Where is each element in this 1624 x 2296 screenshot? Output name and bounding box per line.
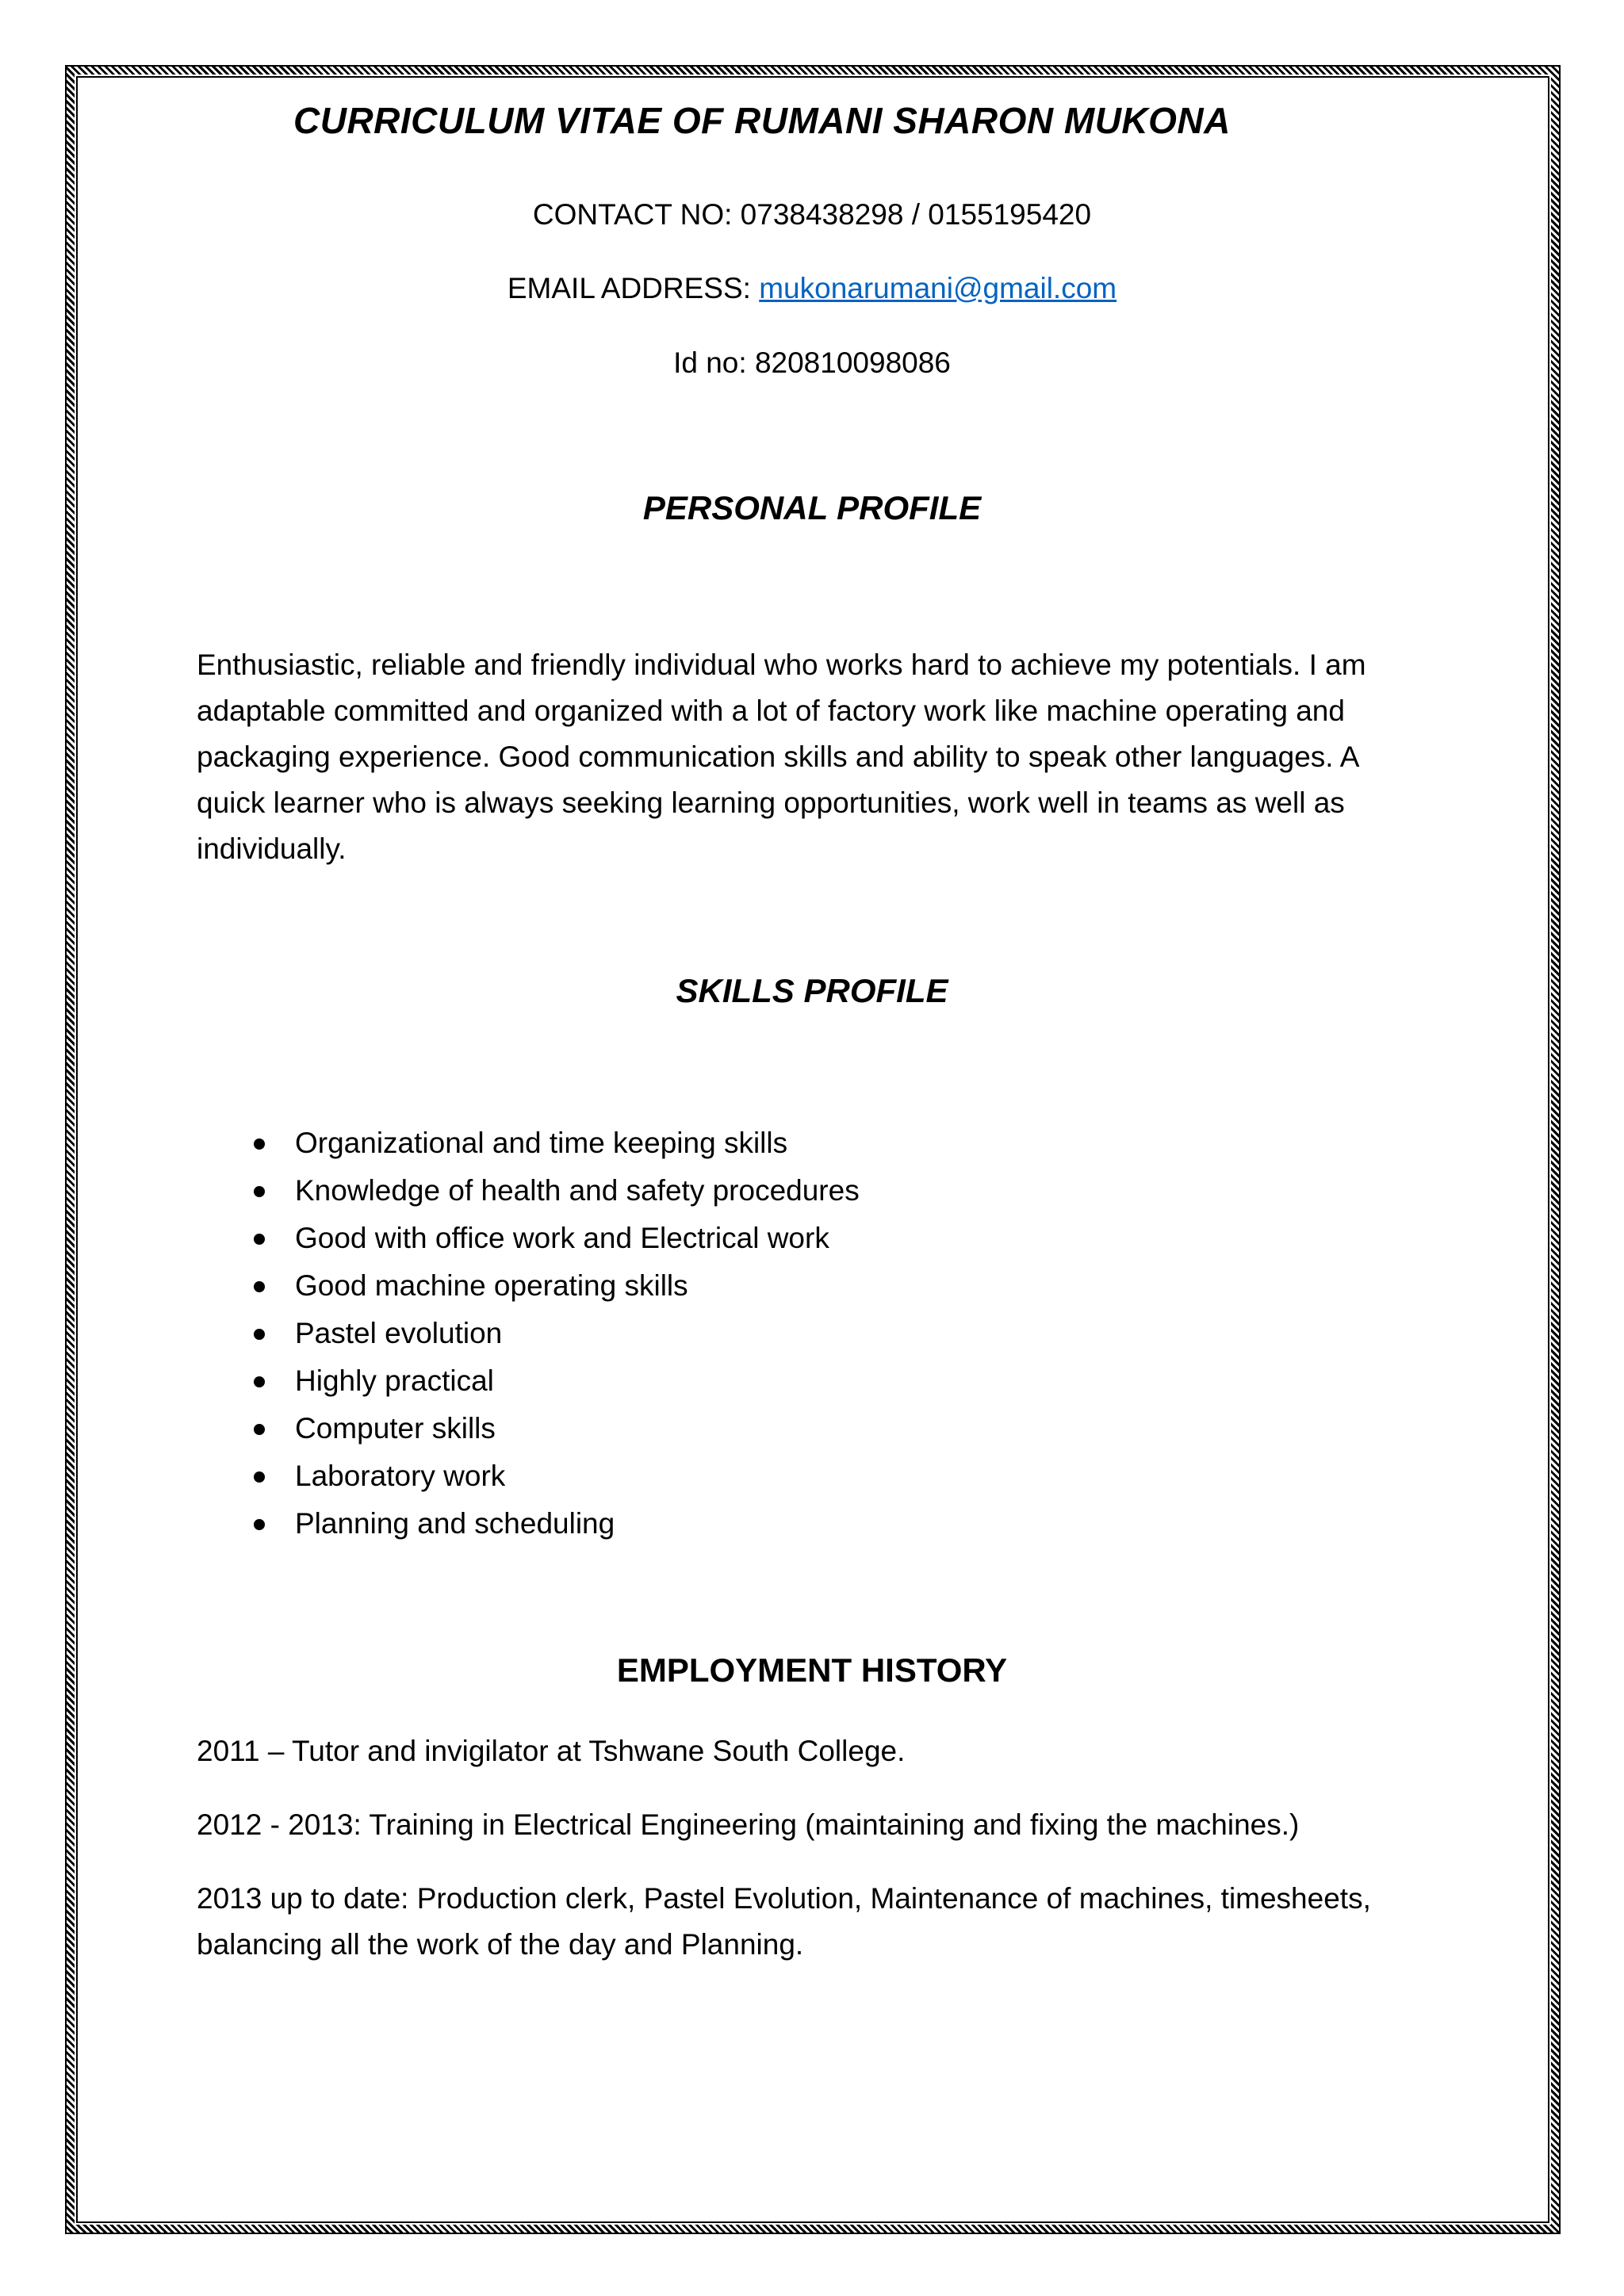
skill-label: Highly practical xyxy=(295,1364,494,1397)
document-title: CURRICULUM VITAE OF RUMANI SHARON MUKONA xyxy=(293,100,1231,141)
list-item xyxy=(197,1119,860,1167)
list-item xyxy=(197,1262,860,1310)
bullet-icon xyxy=(254,1376,265,1387)
email-label: EMAIL ADDRESS: xyxy=(507,272,760,304)
employment-entry: 2011 – Tutor and invigilator at Tshwane South College. xyxy=(197,1735,906,1767)
list-item xyxy=(197,1310,860,1357)
bullet-icon xyxy=(254,1234,265,1245)
bullet-icon xyxy=(254,1281,265,1292)
skill-label: Organizational and time keeping skills xyxy=(295,1127,788,1159)
skill-label: Laboratory work xyxy=(295,1460,506,1492)
skill-label: Good machine operating skills xyxy=(295,1269,688,1302)
employment-entry: 2012 - 2013: Training in Electrical Engineering (maintaining and fixing the machines.) xyxy=(197,1808,1300,1841)
list-item xyxy=(197,1167,860,1215)
list-item xyxy=(197,1452,860,1500)
skill-label: Pastel evolution xyxy=(295,1317,503,1349)
bullet-icon xyxy=(254,1186,265,1197)
skill-label: Good with office work and Electrical work xyxy=(295,1222,829,1254)
bullet-icon xyxy=(254,1138,265,1150)
bullet-icon xyxy=(254,1329,265,1340)
list-item xyxy=(197,1357,860,1405)
skills-profile-heading: SKILLS PROFILE xyxy=(676,972,948,1009)
personal-profile-heading: PERSONAL PROFILE xyxy=(642,489,982,526)
id-number: Id no: 820810098086 xyxy=(673,346,951,379)
skill-label: Knowledge of health and safety procedures xyxy=(295,1174,860,1207)
list-item xyxy=(197,1500,860,1548)
bullet-icon xyxy=(254,1424,265,1435)
list-item xyxy=(197,1405,860,1452)
skill-label: Computer skills xyxy=(295,1412,496,1445)
bullet-icon xyxy=(254,1471,265,1483)
personal-profile-text: Enthusiastic, reliable and friendly individual who works hard to achieve my potentials. I am adaptable committed and organized with a lot of factory work like machine operating and packaging experience. Good communication skills and ability to speak other languages. A quick learner who is always seeking learning opportunities, work well in teams as well as individually. xyxy=(197,649,1366,865)
skills-list xyxy=(197,1119,860,1548)
email-link[interactable]: mukonarumani@gmail.com xyxy=(759,272,1117,304)
email-line xyxy=(0,272,1624,305)
list-item xyxy=(197,1215,860,1262)
contact-number: CONTACT NO: 0738438298 / 0155195420 xyxy=(532,198,1092,231)
employment-entry: 2013 up to date: Production clerk, Pastel Evolution, Maintenance of machines, timesheets, balancing all the work of the day and Planning. xyxy=(197,1882,1371,1961)
bullet-icon xyxy=(254,1519,265,1530)
skill-label: Planning and scheduling xyxy=(295,1507,615,1540)
employment-history-heading: EMPLOYMENT HISTORY xyxy=(616,1651,1008,1689)
